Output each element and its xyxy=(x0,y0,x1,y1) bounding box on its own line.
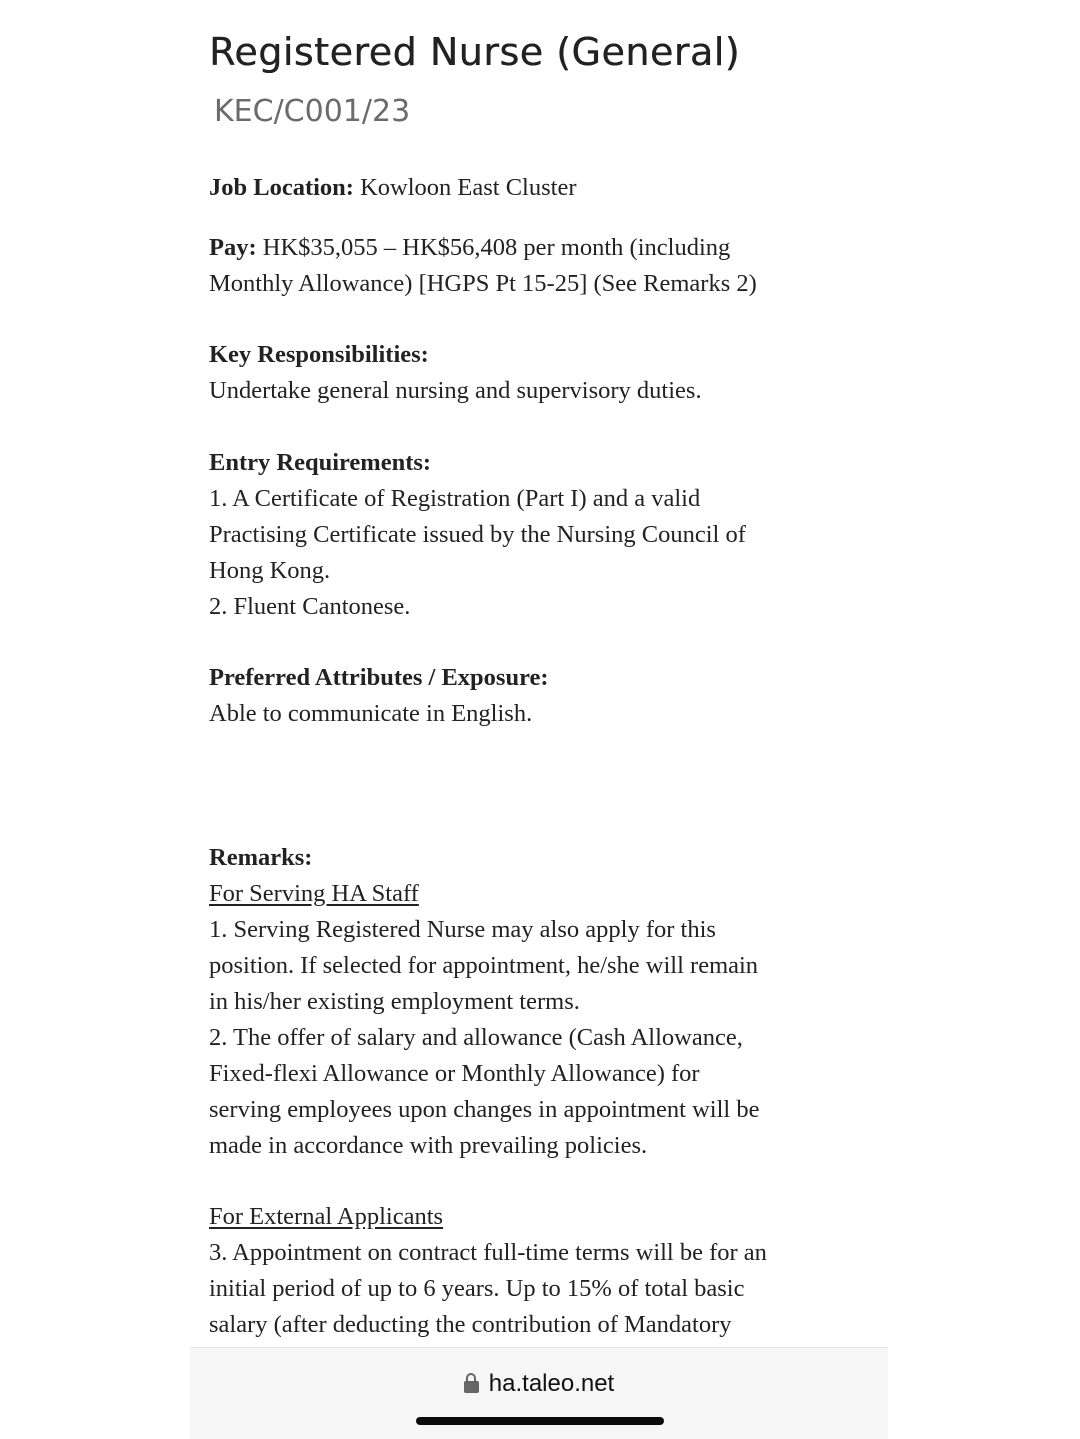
entry-requirements-line: 1. A Certificate of Registration (Part I) and a valid xyxy=(209,485,701,512)
job-header xyxy=(209,28,849,132)
preferred-attributes-section xyxy=(209,660,849,732)
job-code: KEC/C001/23 xyxy=(214,94,411,129)
remarks-label: Remarks: xyxy=(209,844,313,871)
entry-requirements-line: 2. Fluent Cantonese. xyxy=(209,593,411,620)
browser-address-bar[interactable] xyxy=(190,1347,888,1439)
entry-requirements-section xyxy=(209,445,849,625)
serving-staff-heading: For Serving HA Staff xyxy=(209,880,419,907)
preferred-attributes-text: Able to communicate in English. xyxy=(209,700,533,727)
address-bar-url[interactable] xyxy=(190,1370,888,1398)
remarks-section xyxy=(209,840,849,1164)
remarks-line: in his/her existing employment terms. xyxy=(209,988,580,1015)
remarks-line: Fixed-flexi Allowance or Monthly Allowance) for xyxy=(209,1060,700,1087)
preferred-attributes-label: Preferred Attributes / Exposure: xyxy=(209,664,549,691)
key-responsibilities-section xyxy=(209,337,849,409)
entry-requirements-line: Hong Kong. xyxy=(209,557,331,584)
remarks-line: 3. Appointment on contract full-time terms will be for an xyxy=(209,1239,767,1266)
key-responsibilities-text: Undertake general nursing and supervisory duties. xyxy=(209,377,702,404)
remarks-line: salary (after deducting the contribution of Mandatory xyxy=(209,1311,732,1338)
pay-label: Pay: xyxy=(209,234,257,261)
job-location-label: Job Location: xyxy=(209,174,354,201)
entry-requirements-line: Practising Certificate issued by the Nursing Council of xyxy=(209,521,746,548)
job-title: Registered Nurse (General) xyxy=(209,30,740,74)
home-indicator[interactable] xyxy=(416,1417,664,1425)
remarks-line: 2. The offer of salary and allowance (Cash Allowance, xyxy=(209,1024,743,1051)
remarks-line: position. If selected for appointment, he/she will remain xyxy=(209,952,759,979)
url-text: ha.taleo.net xyxy=(488,1370,615,1397)
remarks-line: initial period of up to 6 years. Up to 15% of total basic xyxy=(209,1275,745,1302)
remarks-line: 1. Serving Registered Nurse may also apply for this xyxy=(209,916,716,943)
external-applicants-heading: For External Applicants xyxy=(209,1203,444,1230)
pay-info xyxy=(209,230,849,302)
job-location-value: Kowloon East Cluster xyxy=(353,174,577,201)
remarks-line: made in accordance with prevailing policies. xyxy=(209,1132,648,1159)
entry-requirements-label: Entry Requirements: xyxy=(209,449,432,476)
pay-line-1: HK$35,055 – HK$56,408 per month (including xyxy=(256,234,731,261)
external-applicants-section xyxy=(209,1199,849,1343)
lock-icon xyxy=(464,1373,479,1393)
remarks-line: serving employees upon changes in appointment will be xyxy=(209,1096,760,1123)
pay-line-2: Monthly Allowance) [HGPS Pt 15-25] (See Remarks 2) xyxy=(209,270,757,297)
key-responsibilities-label: Key Responsibilities: xyxy=(209,341,429,368)
job-location xyxy=(209,170,577,206)
